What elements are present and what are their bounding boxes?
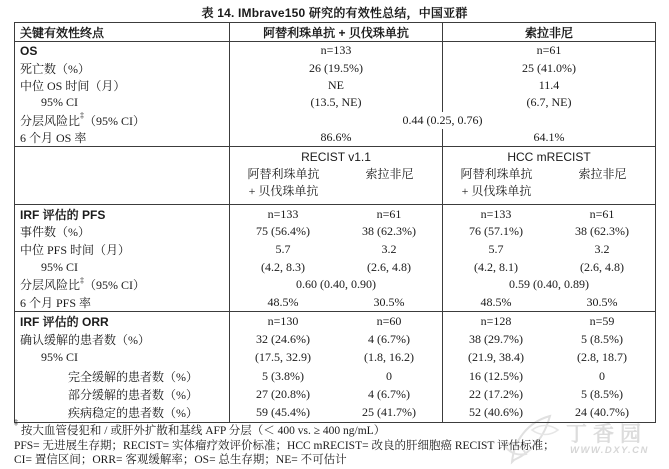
table-header-row — [15, 23, 655, 42]
value-cell: (21.9, 38.4) — [442, 349, 549, 367]
footnote-line2: PFS= 无进展生存期；RECIST= 实体瘤疗效评价标准；HCC mRECIST= 改良的肝细胞癌 RECIST 评估标准； — [14, 439, 555, 452]
footnote-line3: CI= 置信区间；ORR= 客观缓解率；OS= 总生存期；NE= 不可估计 — [14, 454, 347, 467]
value-cell: n=61 — [442, 42, 655, 59]
value-cell: 3.2 — [594, 242, 610, 257]
watermark-site-name: 丁香园 — [566, 423, 647, 446]
row-label: 死亡数（%） — [20, 61, 90, 76]
subheader-arm-sorafenib: 索拉非尼 — [365, 167, 414, 182]
value-cell: 24 (40.7%) — [575, 405, 629, 419]
table-row — [15, 258, 655, 276]
value-cell: 38 (29.7%) — [442, 331, 549, 349]
table-row — [15, 294, 655, 312]
subheader-arm-combo — [443, 166, 550, 200]
value-cell: 5.7 — [442, 241, 549, 259]
value-cell: 38 (62.3%) — [575, 224, 629, 239]
table-row — [15, 349, 655, 367]
mrecist-group-header — [442, 147, 655, 204]
value-cell: 52 (40.6%) — [442, 403, 549, 421]
value-cell: n=61 — [589, 206, 615, 221]
table-row — [15, 112, 655, 129]
value-cell: 4 (6.7%) — [368, 332, 410, 347]
row-label: IRF 评估的 ORR — [20, 315, 109, 330]
row-label: 确认缓解的患者数（%） — [20, 333, 150, 348]
value-cell: 30.5% — [373, 295, 405, 310]
subheader-combo-line2: + 贝伐珠单抗 — [248, 184, 319, 199]
value-cell: 3.2 — [381, 242, 397, 257]
value-cell: (17.5, 32.9) — [229, 349, 336, 367]
recist-group-header — [229, 147, 442, 204]
value-cell: (6.7, NE) — [442, 94, 655, 111]
subheader-combo-line1: 阿替利珠单抗 — [460, 167, 533, 182]
table-row — [15, 241, 655, 259]
value-cell: 30.5% — [586, 295, 618, 310]
value-cell: (13.5, NE) — [229, 94, 442, 111]
value-cell: n=128 — [442, 312, 549, 330]
row-label: 95% CI — [41, 350, 78, 365]
table-row — [15, 205, 655, 223]
os-section — [15, 42, 655, 147]
footnote-marker: ‡ — [14, 418, 18, 428]
row-label: 分层风险比 ‡ （95% CI） — [20, 275, 146, 293]
criteria-header-row — [15, 147, 655, 205]
table-title: 表 14. IMbrave150 研究的有效性总结，中国亚群 — [201, 6, 468, 20]
empty-cell — [15, 147, 229, 204]
table-row — [15, 312, 655, 330]
subheader-combo-line2: + 贝伐珠单抗 — [461, 184, 532, 199]
footnote-line1 — [14, 418, 574, 439]
table-row — [15, 385, 655, 403]
row-label: 疾病稳定的患者数（%） — [68, 406, 198, 420]
value-cell: (2.8, 18.7) — [577, 350, 627, 365]
row-label: 中位 OS 时间（月） — [20, 78, 126, 93]
table-row — [15, 367, 655, 385]
value-cell: 38 (62.3%) — [362, 224, 416, 239]
value-cell: 5 (8.5%) — [581, 386, 623, 401]
value-cell: 64.1% — [442, 129, 655, 146]
footnote-text: 按大血管侵犯和 / 或肝外扩散和基线 AFP 分层（＜ 400 vs. ≥ 400 ng/mL） — [18, 425, 386, 437]
table-row — [15, 276, 655, 294]
value-cell-span: 0.60 (0.40, 0.90) — [229, 276, 442, 294]
row-label-text: （95% CI） — [84, 113, 146, 128]
value-cell: 32 (24.6%) — [229, 331, 336, 349]
value-cell: 86.6% — [229, 129, 442, 146]
table-footnotes — [14, 418, 574, 468]
row-label-text: 分层风险比 — [20, 113, 81, 128]
subheader-combo-line1: 阿替利珠单抗 — [247, 167, 320, 182]
row-label: 中位 PFS 时间（月） — [20, 243, 131, 258]
row-label: OS — [20, 43, 38, 58]
value-cell: 48.5% — [229, 294, 336, 312]
row-label: IRF 评估的 PFS — [20, 207, 106, 222]
header-arm-combo: 阿替利珠单抗 + 贝伐珠单抗 — [229, 23, 442, 41]
row-label: 6 个月 PFS 率 — [20, 296, 92, 311]
table-row — [15, 223, 655, 241]
row-label-text: （95% CI） — [84, 278, 146, 293]
value-cell: 25 (41.7%) — [362, 405, 416, 419]
row-label: 95% CI — [41, 95, 78, 110]
pfs-section — [15, 205, 655, 312]
value-cell: 4 (6.7%) — [368, 386, 410, 401]
value-cell: 5 (3.8%) — [229, 367, 336, 385]
value-cell: 59 (45.4%) — [229, 403, 336, 421]
value-cell: 0 — [386, 368, 392, 383]
value-cell: n=133 — [229, 205, 336, 223]
orr-section — [15, 312, 655, 421]
value-cell: 26 (19.5%) — [229, 59, 442, 76]
value-cell: n=133 — [229, 42, 442, 59]
value-cell: n=59 — [589, 314, 615, 329]
header-endpoint: 关键有效性终点 — [20, 25, 105, 40]
row-label: 事件数（%） — [20, 225, 90, 240]
table-row — [15, 129, 655, 146]
value-cell: 22 (17.2%) — [442, 385, 549, 403]
criteria-label: RECIST v1.1 — [301, 150, 371, 165]
value-cell: (2.6, 4.8) — [580, 259, 624, 274]
watermark-site-url: WWW.DXY.CN — [570, 445, 649, 456]
value-cell: 16 (12.5%) — [442, 367, 549, 385]
value-cell: n=133 — [442, 205, 549, 223]
row-label: 部分缓解的患者数（%） — [68, 387, 198, 402]
value-cell: 25 (41.0%) — [442, 59, 655, 76]
header-arm-sorafenib: 索拉非尼 — [442, 23, 655, 41]
table-row — [15, 77, 655, 94]
table-row — [15, 331, 655, 349]
efficacy-table — [14, 22, 656, 423]
value-cell: 0 — [599, 368, 605, 383]
row-label: 分层风险比 ‡ （95% CI） — [20, 111, 146, 128]
value-cell: 5 (8.5%) — [581, 332, 623, 347]
table-row — [15, 94, 655, 111]
value-cell: (1.8, 16.2) — [364, 350, 414, 365]
subheader-arm-sorafenib: 索拉非尼 — [578, 167, 627, 182]
table-row — [15, 59, 655, 76]
row-label-text: 分层风险比 — [20, 278, 81, 293]
table-row — [15, 403, 655, 421]
row-label: 95% CI — [41, 259, 78, 274]
value-cell: (2.6, 4.8) — [367, 259, 411, 274]
value-cell: 48.5% — [442, 294, 549, 312]
value-cell: (4.2, 8.3) — [229, 258, 336, 276]
value-cell: (4.2, 8.1) — [442, 258, 549, 276]
criteria-label: HCC mRECIST — [507, 150, 591, 165]
value-cell: 5.7 — [229, 241, 336, 259]
subheader-arm-combo — [230, 166, 337, 200]
value-cell: 11.4 — [442, 77, 655, 94]
row-label: 6 个月 OS 率 — [20, 131, 87, 146]
table-row — [15, 42, 655, 59]
row-label: 完全缓解的患者数（%） — [68, 369, 198, 384]
value-cell: n=61 — [376, 206, 402, 221]
value-cell-span: 0.44 (0.25, 0.76) — [229, 112, 655, 129]
value-cell: NE — [229, 77, 442, 94]
value-cell: 75 (56.4%) — [229, 223, 336, 241]
value-cell: 76 (57.1%) — [442, 223, 549, 241]
value-cell: n=130 — [229, 312, 336, 330]
value-cell: n=60 — [376, 314, 402, 329]
value-cell: 27 (20.8%) — [229, 385, 336, 403]
value-cell-span: 0.59 (0.40, 0.89) — [442, 276, 655, 294]
